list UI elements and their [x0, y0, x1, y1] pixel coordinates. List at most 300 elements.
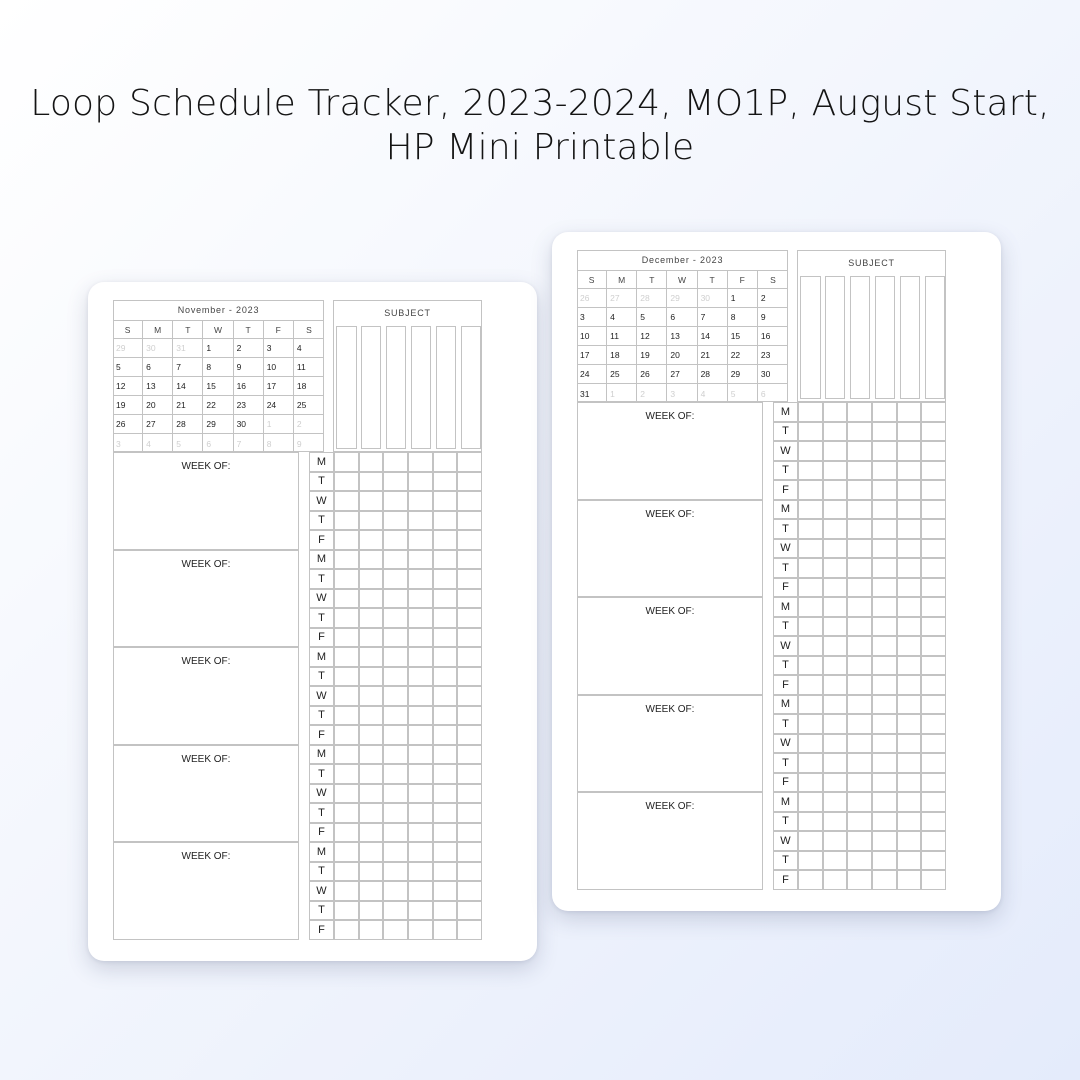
- tracker-checkbox[interactable]: [798, 597, 823, 617]
- tracker-checkbox[interactable]: [921, 617, 946, 637]
- tracker-checkbox[interactable]: [847, 402, 872, 422]
- tracker-checkbox[interactable]: [823, 831, 848, 851]
- tracker-checkbox[interactable]: [408, 589, 433, 609]
- tracker-checkbox[interactable]: [897, 734, 922, 754]
- tracker-checkbox[interactable]: [897, 753, 922, 773]
- tracker-checkbox[interactable]: [408, 452, 433, 472]
- tracker-checkbox[interactable]: [433, 686, 458, 706]
- tracker-checkbox[interactable]: [433, 647, 458, 667]
- tracker-checkbox[interactable]: [359, 803, 384, 823]
- tracker-checkbox[interactable]: [847, 461, 872, 481]
- tracker-checkbox[interactable]: [359, 608, 384, 628]
- tracker-checkbox[interactable]: [847, 519, 872, 539]
- tracker-checkbox[interactable]: [359, 667, 384, 687]
- tracker-checkbox[interactable]: [872, 831, 897, 851]
- tracker-checkbox[interactable]: [798, 656, 823, 676]
- tracker-checkbox[interactable]: [872, 656, 897, 676]
- tracker-checkbox[interactable]: [921, 792, 946, 812]
- tracker-checkbox[interactable]: [798, 441, 823, 461]
- tracker-checkbox[interactable]: [897, 656, 922, 676]
- tracker-checkbox[interactable]: [823, 656, 848, 676]
- tracker-checkbox[interactable]: [921, 500, 946, 520]
- tracker-checkbox[interactable]: [359, 589, 384, 609]
- tracker-checkbox[interactable]: [847, 422, 872, 442]
- tracker-checkbox[interactable]: [383, 452, 408, 472]
- tracker-checkbox[interactable]: [823, 500, 848, 520]
- tracker-checkbox[interactable]: [383, 725, 408, 745]
- tracker-checkbox[interactable]: [359, 569, 384, 589]
- tracker-checkbox[interactable]: [921, 734, 946, 754]
- subject-column[interactable]: [850, 276, 871, 399]
- tracker-checkbox[interactable]: [383, 842, 408, 862]
- tracker-checkbox[interactable]: [897, 519, 922, 539]
- subject-column[interactable]: [461, 326, 482, 449]
- tracker-checkbox[interactable]: [408, 823, 433, 843]
- tracker-checkbox[interactable]: [334, 881, 359, 901]
- tracker-checkbox[interactable]: [408, 550, 433, 570]
- tracker-checkbox[interactable]: [872, 519, 897, 539]
- tracker-checkbox[interactable]: [847, 734, 872, 754]
- subject-column[interactable]: [436, 326, 457, 449]
- tracker-checkbox[interactable]: [798, 636, 823, 656]
- tracker-checkbox[interactable]: [359, 472, 384, 492]
- tracker-checkbox[interactable]: [872, 617, 897, 637]
- tracker-checkbox[interactable]: [408, 628, 433, 648]
- tracker-checkbox[interactable]: [921, 870, 946, 890]
- tracker-checkbox[interactable]: [847, 656, 872, 676]
- tracker-checkbox[interactable]: [872, 851, 897, 871]
- tracker-checkbox[interactable]: [921, 578, 946, 598]
- tracker-checkbox[interactable]: [921, 753, 946, 773]
- tracker-checkbox[interactable]: [798, 831, 823, 851]
- tracker-checkbox[interactable]: [457, 608, 482, 628]
- tracker-checkbox[interactable]: [872, 558, 897, 578]
- tracker-checkbox[interactable]: [872, 636, 897, 656]
- tracker-checkbox[interactable]: [383, 491, 408, 511]
- tracker-checkbox[interactable]: [847, 851, 872, 871]
- tracker-checkbox[interactable]: [334, 569, 359, 589]
- tracker-checkbox[interactable]: [359, 647, 384, 667]
- tracker-checkbox[interactable]: [359, 686, 384, 706]
- tracker-checkbox[interactable]: [847, 441, 872, 461]
- tracker-checkbox[interactable]: [457, 667, 482, 687]
- tracker-checkbox[interactable]: [359, 491, 384, 511]
- tracker-checkbox[interactable]: [823, 461, 848, 481]
- tracker-checkbox[interactable]: [334, 764, 359, 784]
- tracker-checkbox[interactable]: [872, 812, 897, 832]
- tracker-checkbox[interactable]: [897, 441, 922, 461]
- tracker-checkbox[interactable]: [823, 578, 848, 598]
- tracker-checkbox[interactable]: [921, 636, 946, 656]
- tracker-checkbox[interactable]: [359, 511, 384, 531]
- tracker-checkbox[interactable]: [921, 539, 946, 559]
- tracker-checkbox[interactable]: [897, 636, 922, 656]
- tracker-checkbox[interactable]: [798, 792, 823, 812]
- tracker-checkbox[interactable]: [334, 920, 359, 940]
- tracker-checkbox[interactable]: [383, 920, 408, 940]
- tracker-checkbox[interactable]: [798, 578, 823, 598]
- tracker-checkbox[interactable]: [897, 422, 922, 442]
- tracker-checkbox[interactable]: [457, 686, 482, 706]
- tracker-checkbox[interactable]: [798, 402, 823, 422]
- tracker-checkbox[interactable]: [897, 870, 922, 890]
- tracker-checkbox[interactable]: [408, 842, 433, 862]
- tracker-checkbox[interactable]: [847, 617, 872, 637]
- tracker-checkbox[interactable]: [823, 480, 848, 500]
- tracker-checkbox[interactable]: [457, 511, 482, 531]
- tracker-checkbox[interactable]: [823, 675, 848, 695]
- tracker-checkbox[interactable]: [433, 667, 458, 687]
- tracker-checkbox[interactable]: [457, 472, 482, 492]
- tracker-checkbox[interactable]: [408, 511, 433, 531]
- tracker-checkbox[interactable]: [921, 773, 946, 793]
- tracker-checkbox[interactable]: [897, 578, 922, 598]
- tracker-checkbox[interactable]: [457, 491, 482, 511]
- tracker-checkbox[interactable]: [823, 792, 848, 812]
- tracker-checkbox[interactable]: [823, 734, 848, 754]
- tracker-checkbox[interactable]: [433, 901, 458, 921]
- tracker-checkbox[interactable]: [359, 823, 384, 843]
- tracker-checkbox[interactable]: [383, 823, 408, 843]
- tracker-checkbox[interactable]: [457, 745, 482, 765]
- tracker-checkbox[interactable]: [457, 647, 482, 667]
- tracker-checkbox[interactable]: [383, 589, 408, 609]
- tracker-checkbox[interactable]: [408, 569, 433, 589]
- tracker-checkbox[interactable]: [383, 511, 408, 531]
- tracker-checkbox[interactable]: [433, 706, 458, 726]
- tracker-checkbox[interactable]: [334, 491, 359, 511]
- tracker-checkbox[interactable]: [798, 714, 823, 734]
- tracker-checkbox[interactable]: [872, 675, 897, 695]
- tracker-checkbox[interactable]: [433, 745, 458, 765]
- tracker-checkbox[interactable]: [872, 402, 897, 422]
- tracker-checkbox[interactable]: [457, 764, 482, 784]
- tracker-checkbox[interactable]: [872, 480, 897, 500]
- tracker-checkbox[interactable]: [433, 764, 458, 784]
- tracker-checkbox[interactable]: [408, 862, 433, 882]
- tracker-checkbox[interactable]: [383, 667, 408, 687]
- tracker-checkbox[interactable]: [359, 706, 384, 726]
- tracker-checkbox[interactable]: [408, 901, 433, 921]
- tracker-checkbox[interactable]: [872, 695, 897, 715]
- tracker-checkbox[interactable]: [798, 870, 823, 890]
- subject-column[interactable]: [336, 326, 357, 449]
- tracker-checkbox[interactable]: [457, 589, 482, 609]
- tracker-checkbox[interactable]: [897, 539, 922, 559]
- tracker-checkbox[interactable]: [433, 608, 458, 628]
- tracker-checkbox[interactable]: [847, 636, 872, 656]
- tracker-checkbox[interactable]: [457, 725, 482, 745]
- tracker-checkbox[interactable]: [823, 617, 848, 637]
- tracker-checkbox[interactable]: [383, 764, 408, 784]
- tracker-checkbox[interactable]: [383, 862, 408, 882]
- tracker-checkbox[interactable]: [334, 452, 359, 472]
- tracker-checkbox[interactable]: [823, 539, 848, 559]
- tracker-checkbox[interactable]: [872, 734, 897, 754]
- subject-column[interactable]: [411, 326, 432, 449]
- tracker-checkbox[interactable]: [359, 725, 384, 745]
- tracker-checkbox[interactable]: [847, 870, 872, 890]
- tracker-checkbox[interactable]: [433, 803, 458, 823]
- tracker-checkbox[interactable]: [457, 550, 482, 570]
- tracker-checkbox[interactable]: [433, 823, 458, 843]
- tracker-checkbox[interactable]: [334, 608, 359, 628]
- tracker-checkbox[interactable]: [897, 500, 922, 520]
- tracker-checkbox[interactable]: [847, 480, 872, 500]
- tracker-checkbox[interactable]: [823, 636, 848, 656]
- tracker-checkbox[interactable]: [334, 647, 359, 667]
- tracker-checkbox[interactable]: [921, 675, 946, 695]
- tracker-checkbox[interactable]: [408, 745, 433, 765]
- tracker-checkbox[interactable]: [872, 597, 897, 617]
- tracker-checkbox[interactable]: [457, 862, 482, 882]
- tracker-checkbox[interactable]: [359, 920, 384, 940]
- tracker-checkbox[interactable]: [433, 920, 458, 940]
- tracker-checkbox[interactable]: [433, 472, 458, 492]
- tracker-checkbox[interactable]: [383, 550, 408, 570]
- subject-column[interactable]: [925, 276, 946, 399]
- tracker-checkbox[interactable]: [798, 617, 823, 637]
- tracker-checkbox[interactable]: [334, 550, 359, 570]
- tracker-checkbox[interactable]: [872, 714, 897, 734]
- tracker-checkbox[interactable]: [408, 803, 433, 823]
- tracker-checkbox[interactable]: [334, 530, 359, 550]
- tracker-checkbox[interactable]: [457, 628, 482, 648]
- tracker-checkbox[interactable]: [798, 422, 823, 442]
- tracker-checkbox[interactable]: [383, 608, 408, 628]
- tracker-checkbox[interactable]: [334, 901, 359, 921]
- tracker-checkbox[interactable]: [383, 686, 408, 706]
- tracker-checkbox[interactable]: [823, 558, 848, 578]
- tracker-checkbox[interactable]: [798, 695, 823, 715]
- tracker-checkbox[interactable]: [334, 725, 359, 745]
- tracker-checkbox[interactable]: [897, 675, 922, 695]
- tracker-checkbox[interactable]: [823, 773, 848, 793]
- tracker-checkbox[interactable]: [897, 402, 922, 422]
- tracker-checkbox[interactable]: [408, 647, 433, 667]
- tracker-checkbox[interactable]: [847, 773, 872, 793]
- tracker-checkbox[interactable]: [921, 402, 946, 422]
- tracker-checkbox[interactable]: [408, 686, 433, 706]
- tracker-checkbox[interactable]: [408, 725, 433, 745]
- tracker-checkbox[interactable]: [383, 745, 408, 765]
- tracker-checkbox[interactable]: [897, 558, 922, 578]
- tracker-checkbox[interactable]: [847, 753, 872, 773]
- tracker-checkbox[interactable]: [798, 461, 823, 481]
- tracker-checkbox[interactable]: [359, 901, 384, 921]
- tracker-checkbox[interactable]: [457, 842, 482, 862]
- tracker-checkbox[interactable]: [897, 714, 922, 734]
- tracker-checkbox[interactable]: [383, 628, 408, 648]
- tracker-checkbox[interactable]: [359, 862, 384, 882]
- tracker-checkbox[interactable]: [359, 881, 384, 901]
- tracker-checkbox[interactable]: [847, 539, 872, 559]
- tracker-checkbox[interactable]: [457, 901, 482, 921]
- tracker-checkbox[interactable]: [334, 667, 359, 687]
- tracker-checkbox[interactable]: [433, 784, 458, 804]
- tracker-checkbox[interactable]: [334, 803, 359, 823]
- tracker-checkbox[interactable]: [334, 784, 359, 804]
- tracker-checkbox[interactable]: [847, 714, 872, 734]
- subject-column[interactable]: [800, 276, 821, 399]
- tracker-checkbox[interactable]: [383, 803, 408, 823]
- tracker-checkbox[interactable]: [872, 441, 897, 461]
- tracker-checkbox[interactable]: [334, 842, 359, 862]
- tracker-checkbox[interactable]: [408, 764, 433, 784]
- tracker-checkbox[interactable]: [798, 480, 823, 500]
- tracker-checkbox[interactable]: [823, 812, 848, 832]
- tracker-checkbox[interactable]: [383, 472, 408, 492]
- tracker-checkbox[interactable]: [457, 881, 482, 901]
- tracker-checkbox[interactable]: [334, 823, 359, 843]
- tracker-checkbox[interactable]: [847, 578, 872, 598]
- tracker-checkbox[interactable]: [823, 597, 848, 617]
- tracker-checkbox[interactable]: [823, 695, 848, 715]
- tracker-checkbox[interactable]: [383, 647, 408, 667]
- tracker-checkbox[interactable]: [433, 569, 458, 589]
- tracker-checkbox[interactable]: [359, 784, 384, 804]
- tracker-checkbox[interactable]: [334, 472, 359, 492]
- tracker-checkbox[interactable]: [457, 530, 482, 550]
- tracker-checkbox[interactable]: [359, 452, 384, 472]
- tracker-checkbox[interactable]: [408, 491, 433, 511]
- tracker-checkbox[interactable]: [897, 851, 922, 871]
- tracker-checkbox[interactable]: [823, 422, 848, 442]
- tracker-checkbox[interactable]: [334, 686, 359, 706]
- tracker-checkbox[interactable]: [359, 745, 384, 765]
- tracker-checkbox[interactable]: [383, 901, 408, 921]
- tracker-checkbox[interactable]: [457, 784, 482, 804]
- tracker-checkbox[interactable]: [798, 812, 823, 832]
- tracker-checkbox[interactable]: [897, 617, 922, 637]
- subject-column[interactable]: [900, 276, 921, 399]
- tracker-checkbox[interactable]: [359, 550, 384, 570]
- tracker-checkbox[interactable]: [408, 608, 433, 628]
- tracker-checkbox[interactable]: [872, 500, 897, 520]
- tracker-checkbox[interactable]: [408, 667, 433, 687]
- tracker-checkbox[interactable]: [872, 422, 897, 442]
- tracker-checkbox[interactable]: [897, 812, 922, 832]
- tracker-checkbox[interactable]: [334, 706, 359, 726]
- tracker-checkbox[interactable]: [847, 558, 872, 578]
- tracker-checkbox[interactable]: [334, 511, 359, 531]
- tracker-checkbox[interactable]: [798, 753, 823, 773]
- tracker-checkbox[interactable]: [359, 530, 384, 550]
- tracker-checkbox[interactable]: [921, 812, 946, 832]
- tracker-checkbox[interactable]: [383, 569, 408, 589]
- tracker-checkbox[interactable]: [334, 745, 359, 765]
- tracker-checkbox[interactable]: [383, 530, 408, 550]
- tracker-checkbox[interactable]: [872, 753, 897, 773]
- tracker-checkbox[interactable]: [897, 773, 922, 793]
- tracker-checkbox[interactable]: [433, 589, 458, 609]
- tracker-checkbox[interactable]: [798, 539, 823, 559]
- tracker-checkbox[interactable]: [897, 695, 922, 715]
- tracker-checkbox[interactable]: [433, 511, 458, 531]
- tracker-checkbox[interactable]: [433, 862, 458, 882]
- tracker-checkbox[interactable]: [408, 706, 433, 726]
- tracker-checkbox[interactable]: [383, 881, 408, 901]
- tracker-checkbox[interactable]: [433, 881, 458, 901]
- tracker-checkbox[interactable]: [921, 461, 946, 481]
- tracker-checkbox[interactable]: [798, 500, 823, 520]
- tracker-checkbox[interactable]: [897, 792, 922, 812]
- tracker-checkbox[interactable]: [847, 792, 872, 812]
- tracker-checkbox[interactable]: [457, 823, 482, 843]
- tracker-checkbox[interactable]: [872, 870, 897, 890]
- tracker-checkbox[interactable]: [823, 753, 848, 773]
- tracker-checkbox[interactable]: [383, 784, 408, 804]
- tracker-checkbox[interactable]: [433, 842, 458, 862]
- subject-column[interactable]: [386, 326, 407, 449]
- tracker-checkbox[interactable]: [433, 452, 458, 472]
- tracker-checkbox[interactable]: [433, 491, 458, 511]
- tracker-checkbox[interactable]: [921, 656, 946, 676]
- tracker-checkbox[interactable]: [457, 452, 482, 472]
- tracker-checkbox[interactable]: [334, 628, 359, 648]
- tracker-checkbox[interactable]: [334, 862, 359, 882]
- tracker-checkbox[interactable]: [921, 441, 946, 461]
- tracker-checkbox[interactable]: [823, 870, 848, 890]
- tracker-checkbox[interactable]: [847, 812, 872, 832]
- tracker-checkbox[interactable]: [798, 734, 823, 754]
- tracker-checkbox[interactable]: [921, 422, 946, 442]
- tracker-checkbox[interactable]: [823, 519, 848, 539]
- tracker-checkbox[interactable]: [433, 550, 458, 570]
- tracker-checkbox[interactable]: [847, 695, 872, 715]
- tracker-checkbox[interactable]: [408, 784, 433, 804]
- tracker-checkbox[interactable]: [457, 706, 482, 726]
- tracker-checkbox[interactable]: [433, 628, 458, 648]
- tracker-checkbox[interactable]: [872, 792, 897, 812]
- tracker-checkbox[interactable]: [847, 675, 872, 695]
- tracker-checkbox[interactable]: [383, 706, 408, 726]
- tracker-checkbox[interactable]: [847, 831, 872, 851]
- tracker-checkbox[interactable]: [798, 519, 823, 539]
- tracker-checkbox[interactable]: [921, 558, 946, 578]
- tracker-checkbox[interactable]: [408, 920, 433, 940]
- tracker-checkbox[interactable]: [408, 472, 433, 492]
- tracker-checkbox[interactable]: [872, 773, 897, 793]
- tracker-checkbox[interactable]: [921, 597, 946, 617]
- tracker-checkbox[interactable]: [798, 558, 823, 578]
- tracker-checkbox[interactable]: [872, 539, 897, 559]
- tracker-checkbox[interactable]: [408, 881, 433, 901]
- tracker-checkbox[interactable]: [897, 461, 922, 481]
- subject-column[interactable]: [361, 326, 382, 449]
- tracker-checkbox[interactable]: [847, 597, 872, 617]
- tracker-checkbox[interactable]: [798, 851, 823, 871]
- tracker-checkbox[interactable]: [823, 402, 848, 422]
- tracker-checkbox[interactable]: [359, 842, 384, 862]
- tracker-checkbox[interactable]: [897, 597, 922, 617]
- tracker-checkbox[interactable]: [823, 851, 848, 871]
- tracker-checkbox[interactable]: [457, 569, 482, 589]
- tracker-checkbox[interactable]: [798, 675, 823, 695]
- subject-column[interactable]: [875, 276, 896, 399]
- tracker-checkbox[interactable]: [359, 764, 384, 784]
- tracker-checkbox[interactable]: [433, 725, 458, 745]
- subject-column[interactable]: [825, 276, 846, 399]
- tracker-checkbox[interactable]: [872, 578, 897, 598]
- tracker-checkbox[interactable]: [921, 695, 946, 715]
- tracker-checkbox[interactable]: [872, 461, 897, 481]
- tracker-checkbox[interactable]: [921, 831, 946, 851]
- tracker-checkbox[interactable]: [359, 628, 384, 648]
- tracker-checkbox[interactable]: [823, 714, 848, 734]
- tracker-checkbox[interactable]: [897, 480, 922, 500]
- tracker-checkbox[interactable]: [847, 500, 872, 520]
